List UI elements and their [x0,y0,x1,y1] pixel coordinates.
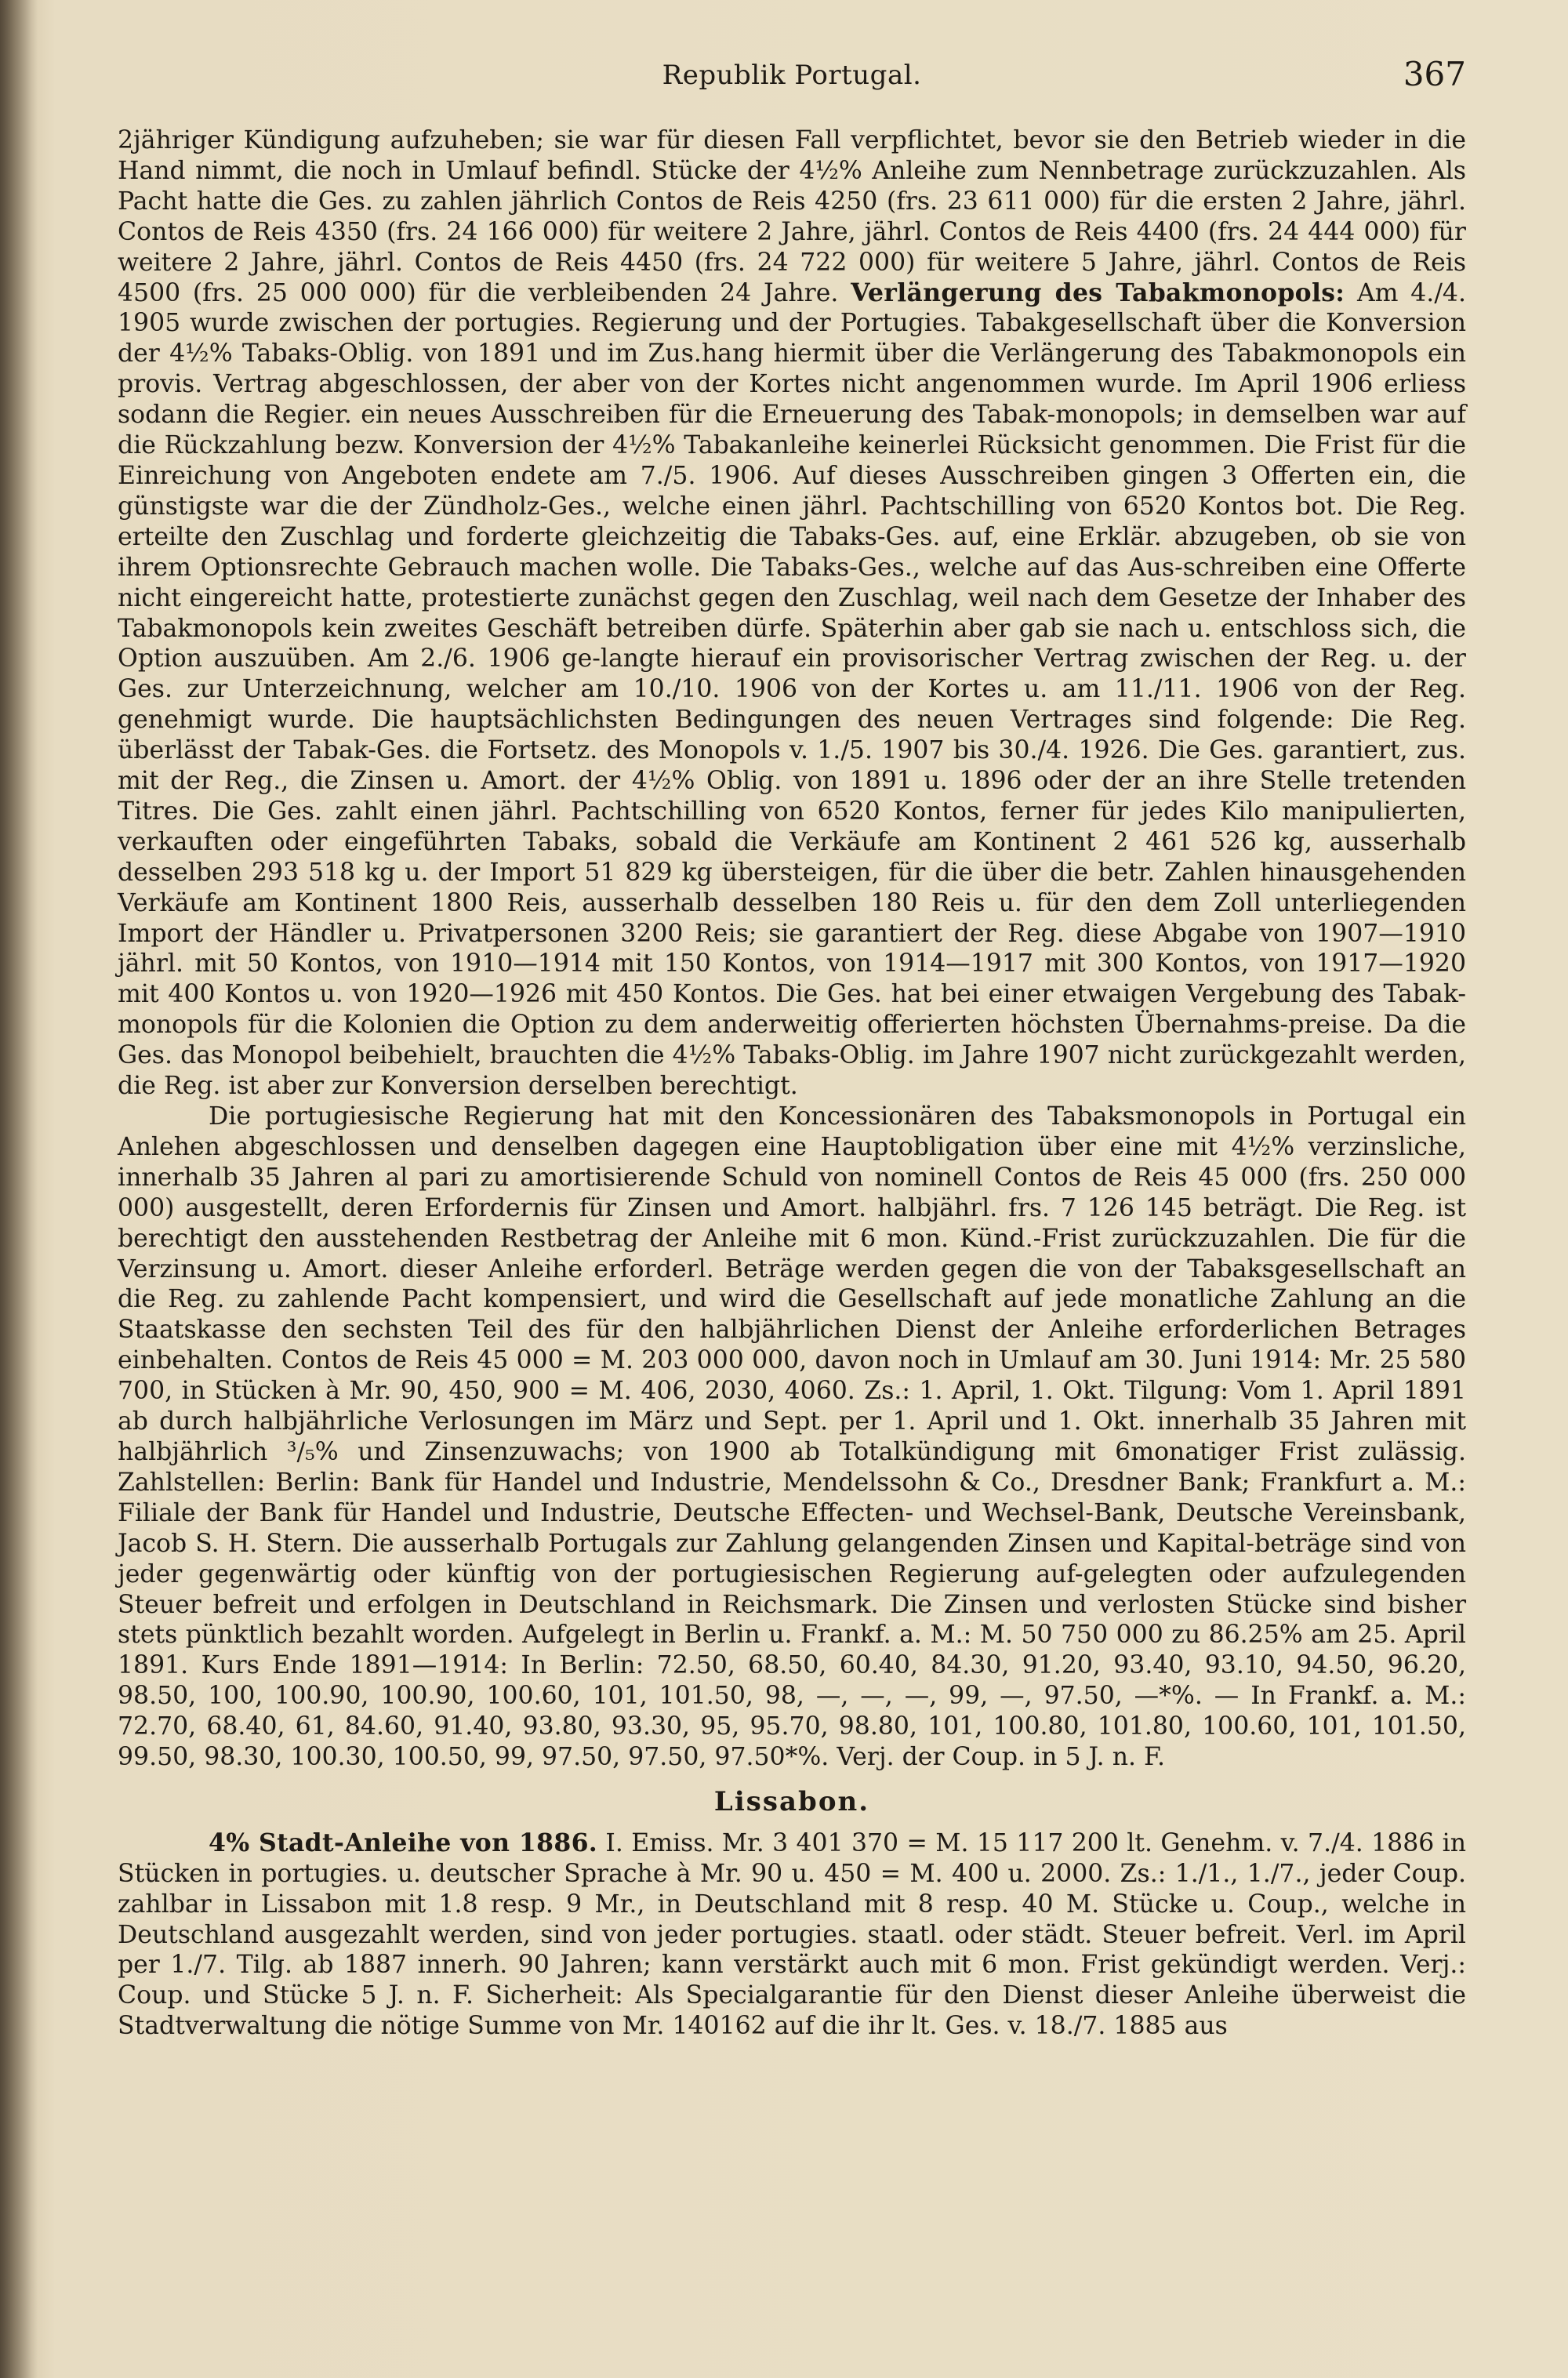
page-header [118,55,1466,102]
paragraph-stadt-anleihe [118,1828,1466,2042]
page-number: 367 [1403,55,1466,93]
spine-shadow [0,0,38,2378]
section-title-lissabon: Lissabon. [713,1785,870,1817]
paragraph-tabakmonopol [118,125,1466,1102]
bold-heading-stadt-anleihe: 4% Stadt-Anleihe von 1886. [209,1828,598,1857]
paragraph-text: 2jähriger Kündigung aufzuheben; sie war für diesen Fall verpflichtet, bevor sie den Betrieb wieder in die Hand nimmt, die noch in Umlauf befindl. Stücke der 4½% Anleihe zum Nennbetrage zurückzuzahlen. Als Pacht hatte die Ges. zu zahlen jährlich Contos de Reis 4250 (frs. 23 611 000) für die ersten 2 Jahre, jährl. Contos de Reis 4350 (frs. 24 166 000) für weitere 2 Jahre, jährl. Contos de Reis 4400 (frs. 24 444 000) für weitere 2 Jahre, jährl. Contos de Reis 4450 (frs. 24 722 000) für weitere 5 Jahre, jährl. Contos de Reis 4500 (frs. 25 000 000) für die verbleibenden 24 Jahre. [118,126,1466,307]
paragraph-text: I. Emiss. Mr. 3 401 370 = M. 15 117 200 lt. Genehm. v. 7./4. 1886 in Stücken in portugies. u. deutscher Sprache à Mr. 90 u. 450 = M. 400 u. 2000. Zs.: 1./1., 1./7., jeder Coup. zahlbar in Lissabon mit 1.8 resp. 9 Mr., in Deutschland mit 8 resp. 40 M. Stücke u. Coup., welche in Deutschland ausgezahlt werden, sind von jeder portugies. staatl. oder städt. Steuer befreit. Verl. im April per 1./7. Tilg. ab 1887 innerh. 90 Jahren; kann verstärkt auch mit 6 mon. Frist gekündigt werden. Verj.: Coup. und Stücke 5 J. n. F. Sicherheit: Als Specialgarantie für den Dienst dieser Anleihe überweist die Stadtverwaltung die nötige Summe von Mr. 140162 auf die ihr lt. Ges. v. 18./7. 1885 aus [118,1828,1466,2041]
paragraph-text: Am 4./4. 1905 wurde zwischen der portugies. Regierung und der Portugies. Tabakgesellschaft über die Konversion der 4½% Tabaks-Oblig. von 1891 und im Zus.hang hiermit über die Verlängerung des Tabakmonopols ein provis. Vertrag abgeschlossen, der aber von der Kortes nicht angenommen wurde. Im April 1906 erliess sodann die Regier. ein neues Ausschreiben für die Erneuerung des Tabak-monopols; in demselben war auf die Rückzahlung bezw. Konversion der 4½% Tabakanleihe keinerlei Rücksicht genommen. Die Frist für die Einreichung von Angeboten endete am 7./5. 1906. Auf dieses Ausschreiben gingen 3 Offerten ein, die günstigste war die der Zündholz-Ges., welche einen jährl. Pachtschilling von 6520 Kontos bot. Die Reg. erteilte den Zuschlag und forderte gleichzeitig die Tabaks-Ges. auf, eine Erklär. abzugeben, ob sie von ihrem Optionsrechte Gebrauch machen wolle. Die Tabaks-Ges., welche auf das Aus-schreiben eine Offerte nicht eingereicht hatte, protestierte zunächst gegen den Zuschlag, weil nach dem Gesetze der Inhaber des Tabakmonopols kein zweites Geschäft betreiben dürfe. Späterhin aber gab sie nach u. entschloss sich, die Option auszuüben. Am 2./6. 1906 ge-langte hierauf ein provisorischer Vertrag zwischen der Reg. u. der Ges. zur Unterzeichnung, welcher am 10./10. 1906 von der Kortes u. am 11./11. 1906 von der Reg. genehmigt wurde. Die hauptsächlichsten Bedingungen des neuen Vertrages sind folgende: Die Reg. überlässt der Tabak-Ges. die Fortsetz. des Monopols v. 1./5. 1907 bis 30./4. 1926. Die Ges. garantiert, zus. mit der Reg., die Zinsen u. Amort. der 4½% Oblig. von 1891 u. 1896 oder der an ihre Stelle tretenden Titres. Die Ges. zahlt einen jährl. Pachtschilling von 6520 Kontos, ferner für jedes Kilo manipulierten, verkauften oder eingeführten Tabaks, sobald die Verkäufe am Kontinent 2 461 526 kg, ausserhalb desselben 293 518 kg u. der Import 51 829 kg übersteigen, für die über die betr. Zahlen hinausgehenden Verkäufe am Kontinent 1800 Reis, ausserhalb desselben 180 Reis u. für den dem Zoll unterliegenden Import der Händler u. Privatpersonen 3200 Reis; sie garantiert der Reg. diese Abgabe von 1907—1910 jährl. mit 50 Kontos, von 1910—1914 mit 150 Kontos, von 1914—1917 mit 300 Kontos, von 1917—1920 mit 400 Kontos u. von 1920—1926 mit 450 Kontos. Die Ges. hat bei einer etwaigen Vergebung des Tabak-monopols für die Kolonien die Option zu dem anderweitig offerierten höchsten Übernahms-preise. Da die Ges. das Monopol beibehielt, brauchten die 4½% Tabaks-Oblig. im Jahre 1907 nicht zurückgezahlt werden, die Reg. ist aber zur Konversion derselben berechtigt. [118,278,1466,1101]
page-content [118,125,1466,2042]
running-title: Republik Portugal. [662,60,922,91]
bold-heading-verlaengerung: Verlängerung des Tabakmonopols: [851,278,1345,307]
paragraph-anlehen: Die portugiesische Regierung hat mit den Koncessionären des Tabaksmonopols in Portugal ein Anlehen abgeschlossen und denselben dagegen eine Hauptobligation über eine mit 4½% verzinsliche, innerhalb 35 Jahren al pari zu amortisierende Schuld von nominell Contos de Reis 45 000 (frs. 250 000 000) ausgestellt, deren Erfordernis für Zinsen und Amort. halbjährl. frs. 7 126 145 beträgt. Die Reg. ist berechtigt den ausstehenden Restbetrag der Anleihe mit 6 mon. Künd.-Frist zurückzuzahlen. Die für die Verzinsung u. Amort. dieser Anleihe erforderl. Beträge werden gegen die von der Tabaksgesellschaft an die Reg. zu zahlende Pacht kompensiert, und wird die Gesellschaft auf jede monatliche Zahlung an die Staatskasse den sechsten Teil des für den halbjährlichen Dienst der Anleihe erforderlichen Betrages einbehalten. Contos de Reis 45 000 = M. 203 000 000, davon noch in Umlauf am 30. Juni 1914: Mr. 25 580 700, in Stücken à Mr. 90, 450, 900 = M. 406, 2030, 4060. Zs.: 1. April, 1. Okt. Tilgung: Vom 1. April 1891 ab durch halbjährliche Verlosungen im März und Sept. per 1. April und 1. Okt. innerhalb 35 Jahren mit halbjährlich ³/₅% und Zinsenzuwachs; von 1900 ab Totalkündigung mit 6monatiger Frist zulässig. Zahlstellen: Berlin: Bank für Handel und Industrie, Mendelssohn & Co., Dresdner Bank; Frankfurt a. M.: Filiale der Bank für Handel und Industrie, Deutsche Effecten- und Wechsel-Bank, Deutsche Vereinsbank, Jacob S. H. Stern. Die ausserhalb Portugals zur Zahlung gelangenden Zinsen und Kapital-beträge sind von jeder gegenwärtig oder künftig von der portugiesischen Regierung auf-gelegten oder aufzulegenden Steuer befreit und erfolgen in Deutschland in Reichsmark. Die Zinsen und verlosten Stücke sind bisher stets pünktlich bezahlt worden. Aufgelegt in Berlin u. Frankf. a. M.: M. 50 750 000 zu 86.25% am 25. April 1891. Kurs Ende 1891—1914: In Berlin: 72.50, 68.50, 60.40, 84.30, 91.20, 93.40, 93.10, 94.50, 96.20, 98.50, 100, 100.90, 100.90, 100.60, 101, 101.50, 98, —, —, —, 99, —, 97.50, —*%. — In Frankf. a. M.: 72.70, 68.40, 61, 84.60, 91.40, 93.80, 93.30, 95, 95.70, 98.80, 101, 100.80, 101.80, 100.60, 101, 101.50, 99.50, 98.30, 100.30, 100.50, 99, 97.50, 97.50, 97.50*%. Verj. der Coup. in 5 J. n. F. [118,1102,1466,1772]
